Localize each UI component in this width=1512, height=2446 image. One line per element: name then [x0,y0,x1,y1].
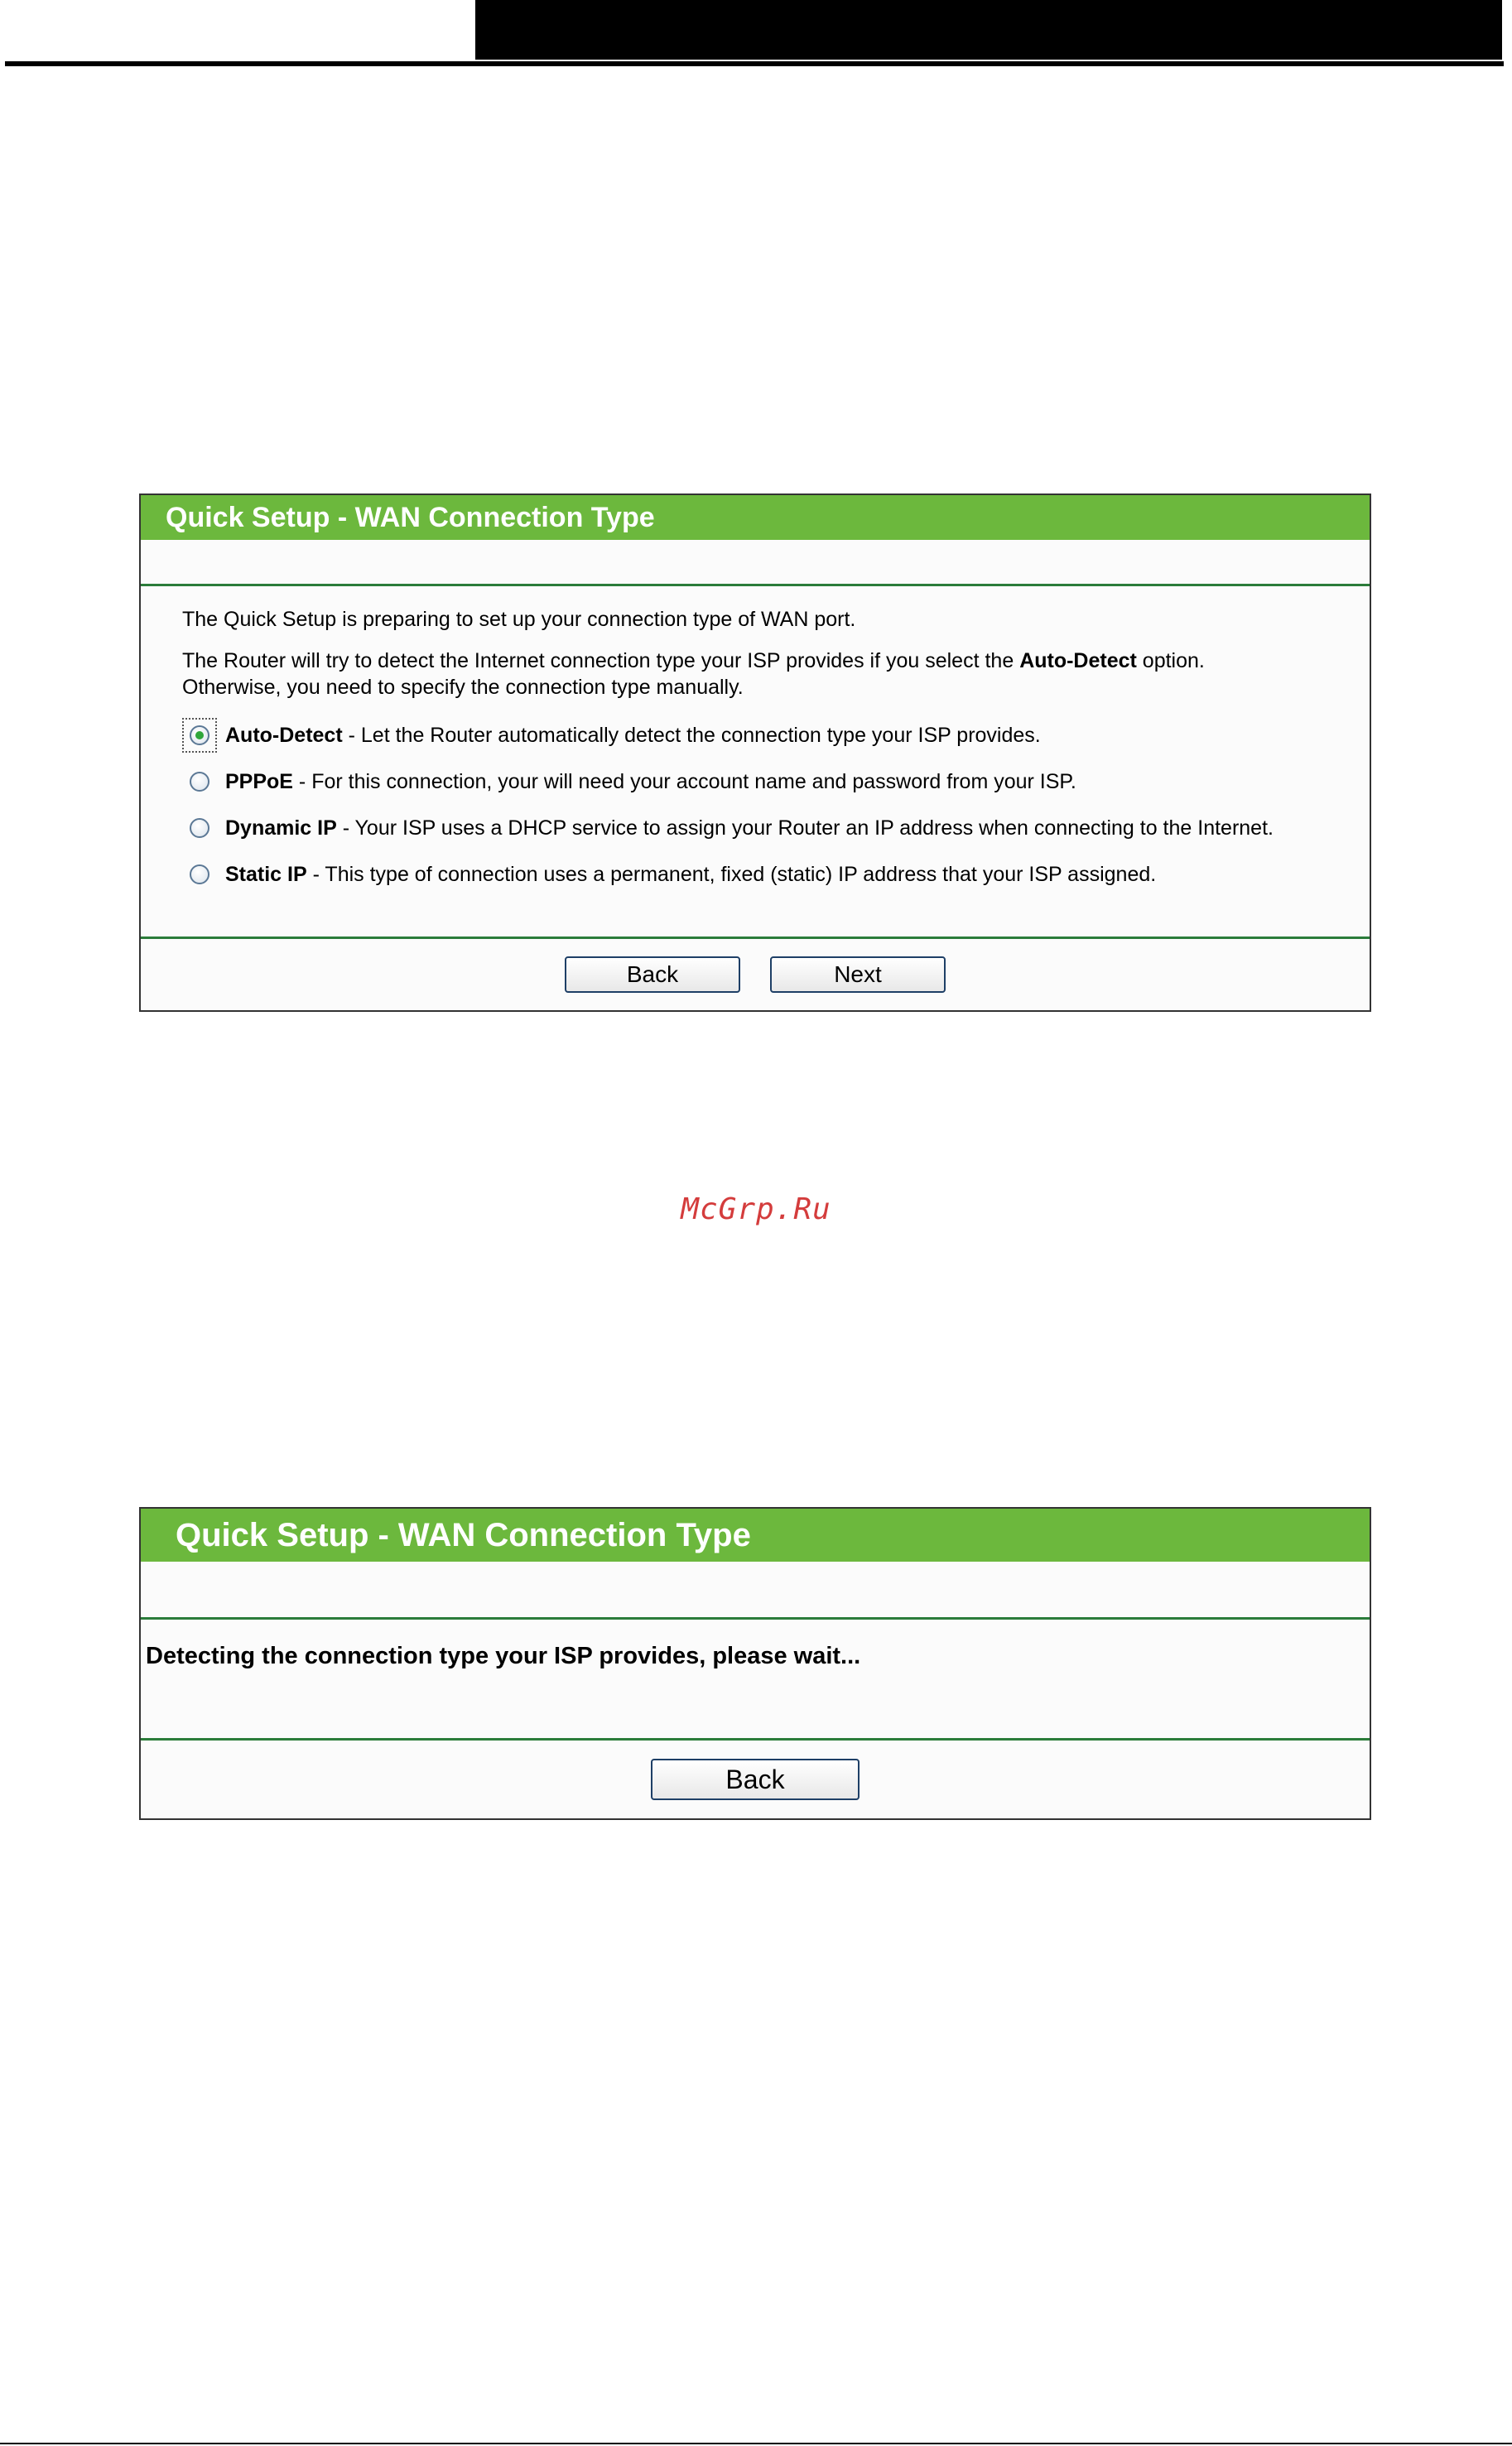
radio-selected-dot [195,731,204,739]
detect-text-before: The Router will try to detect the Internet connection type your ISP provides if you select the [182,649,1020,672]
detect-text-line2: Otherwise, you need to specify the connection type manually. [182,676,744,699]
option-dynamic-ip[interactable] [182,805,1370,851]
panel-footer [141,1741,1370,1818]
option-label [225,770,1076,794]
radio-button-icon [190,725,209,745]
panel-body [141,586,1370,939]
option-name: Auto-Detect [225,723,343,747]
panel-title: Quick Setup - WAN Connection Type [141,495,1370,540]
radio-pppoe[interactable] [182,764,217,799]
back-button[interactable]: Back [651,1759,860,1800]
panel-footer [141,939,1370,1010]
panel-spacer [141,1562,1370,1620]
option-pppoe[interactable] [182,758,1370,805]
detect-text [182,648,1370,674]
option-auto-detect[interactable] [182,712,1370,758]
option-name: PPPoE [225,769,293,793]
wan-connection-type-panel [139,494,1371,1012]
option-name: Dynamic IP [225,816,337,840]
panel-spacer [141,540,1370,586]
connection-type-options [182,712,1370,898]
radio-dynamic-ip[interactable] [182,811,217,845]
radio-button-icon [190,818,209,838]
wan-detecting-panel [139,1507,1371,1820]
radio-button-icon [190,864,209,884]
option-desc: - Your ISP uses a DHCP service to assign your Router an IP address when connecting to the Internet. [336,816,1274,840]
option-desc: - Let the Router automatically detect the connection type your ISP provides. [342,723,1041,747]
option-label [225,863,1156,887]
detecting-message: Detecting the connection type your ISP provides, please wait... [141,1620,1370,1741]
radio-static-ip[interactable] [182,857,217,892]
footer-rule [0,2443,1512,2444]
panel-title: Quick Setup - WAN Connection Type [141,1509,1370,1562]
page-header [0,0,1512,70]
detect-text-after: option. [1136,649,1205,672]
option-name: Static IP [225,862,307,886]
option-static-ip[interactable] [182,851,1370,898]
header-black-bar [475,0,1502,60]
back-button[interactable]: Back [565,956,740,993]
detect-text-bold: Auto-Detect [1019,649,1137,672]
radio-auto-detect[interactable] [182,718,217,753]
next-button[interactable]: Next [770,956,946,993]
radio-button-icon [190,772,209,792]
option-desc: - This type of connection uses a permanent, fixed (static) IP address that your ISP assigned. [306,862,1157,886]
option-label [225,816,1274,840]
watermark: McGrp.Ru [681,1192,831,1226]
intro-text: The Quick Setup is preparing to set up your connection type of WAN port. [182,608,856,631]
option-desc: - For this connection, your will need your account name and password from your ISP. [292,769,1076,793]
header-rule [5,61,1504,66]
option-label [225,724,1041,748]
